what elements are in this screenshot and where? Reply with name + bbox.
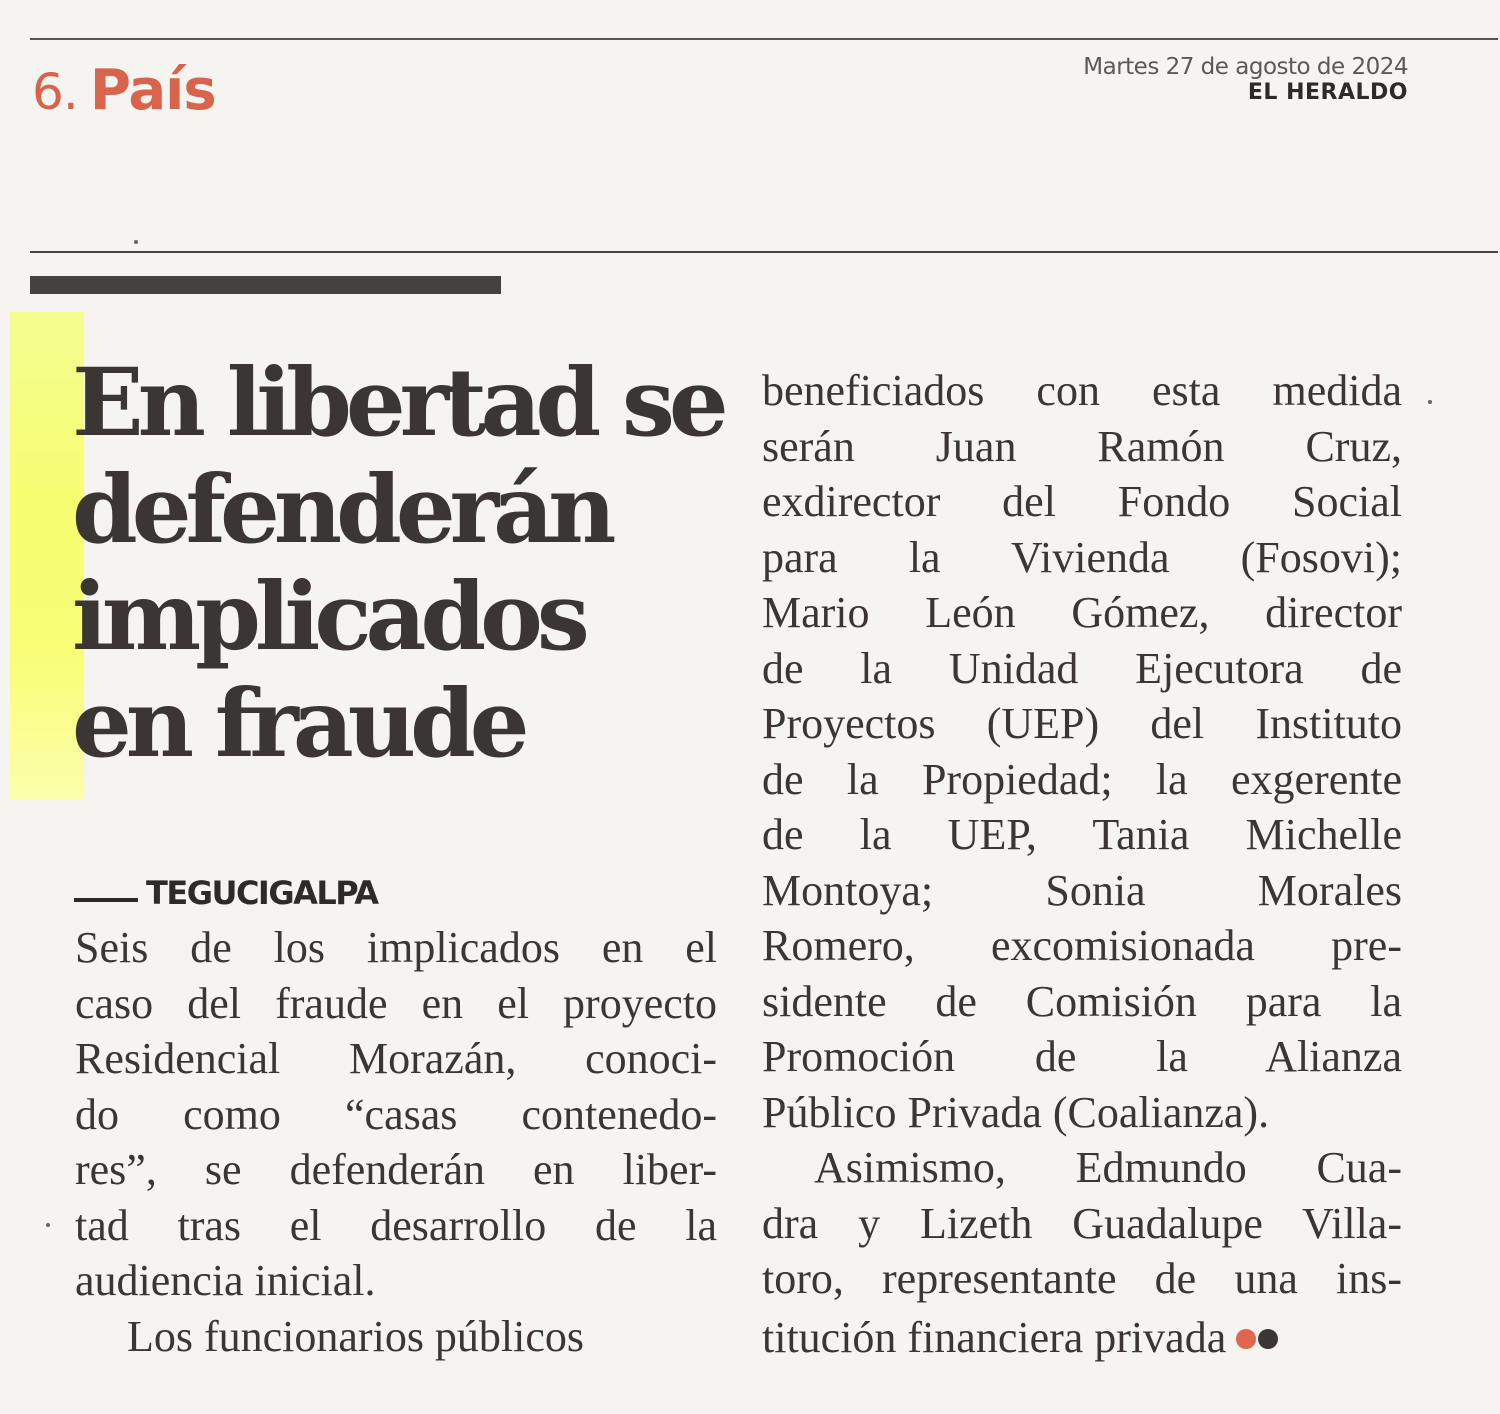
body-column-right	[762, 363, 1402, 1362]
body-line: Promoción de la Alianza	[762, 1032, 1402, 1081]
body-line: beneficiados con esta medida	[762, 366, 1402, 415]
body-line: dra y Lizeth Guadalupe Villa-	[762, 1198, 1402, 1248]
end-mark-dark-icon	[1258, 1329, 1278, 1349]
body-column-left	[75, 920, 717, 1364]
section-divider	[30, 251, 1498, 253]
paper-speck	[134, 240, 138, 244]
masthead	[1083, 54, 1408, 105]
headline	[72, 350, 732, 778]
publication-date: Martes 27 de agosto de 2024	[1083, 54, 1408, 80]
top-rule	[30, 38, 1498, 40]
dateline-place: TEGUCIGALPA	[146, 874, 378, 912]
body-line: Romero, excomisionada pre-	[762, 921, 1402, 970]
end-of-article-marks	[1234, 1307, 1278, 1363]
body-line: Los funcionarios públicos	[127, 1311, 585, 1361]
body-line: res”, se defenderán en liber-	[75, 1145, 717, 1194]
body-line: Seis de los implicados en el	[75, 923, 717, 972]
headline-line: implicados	[72, 562, 584, 672]
body-line: caso del fraude en el proyecto	[75, 978, 717, 1028]
dateline-dash	[74, 898, 138, 902]
body-line: audiencia inicial.	[75, 1256, 376, 1305]
body-line: de la Unidad Ejecutora de	[762, 643, 1402, 693]
body-line-final	[762, 1307, 1402, 1363]
body-line: Asimismo, Edmundo Cua-	[814, 1143, 1402, 1192]
body-line: serán Juan Ramón Cruz,	[762, 421, 1402, 471]
headline-line: en fraude	[72, 669, 524, 779]
body-line: Residencial Morazán, conoci-	[75, 1034, 717, 1083]
body-line: tad tras el desarrollo de la	[75, 1200, 717, 1250]
body-line: de la Propiedad; la exgerente	[762, 754, 1402, 804]
body-line-text: titución financiera privada	[762, 1312, 1227, 1362]
body-line: do como “casas contenedo-	[75, 1089, 717, 1139]
body-line: Público Privada (Coalianza).	[762, 1087, 1270, 1137]
headline-line: En libertad se	[72, 348, 723, 458]
body-line: Proyectos (UEP) del Instituto	[762, 699, 1402, 748]
body-line: de la UEP, Tania Michelle	[762, 810, 1402, 859]
headline-line: defenderán	[72, 455, 611, 565]
paper-speck	[46, 1223, 50, 1227]
body-line: Mario León Gómez, director	[762, 588, 1402, 637]
page-number-dot: .	[62, 63, 79, 121]
body-line: sidente de Comisión para la	[762, 976, 1402, 1026]
page-number: 6	[32, 63, 63, 121]
dateline	[74, 874, 378, 912]
body-line: para la Vivienda (Fosovi);	[762, 532, 1402, 582]
body-line: Montoya; Sonia Morales	[762, 865, 1402, 915]
end-mark-orange-icon	[1236, 1329, 1256, 1349]
paper-speck	[1428, 400, 1432, 404]
newspaper-name: EL HERALDO	[1247, 80, 1408, 105]
body-line: exdirector del Fondo Social	[762, 477, 1402, 526]
section-label	[32, 58, 216, 123]
headline-bar	[30, 276, 501, 294]
section-name: País	[89, 58, 216, 123]
body-line: toro, representante de una ins-	[762, 1254, 1402, 1303]
